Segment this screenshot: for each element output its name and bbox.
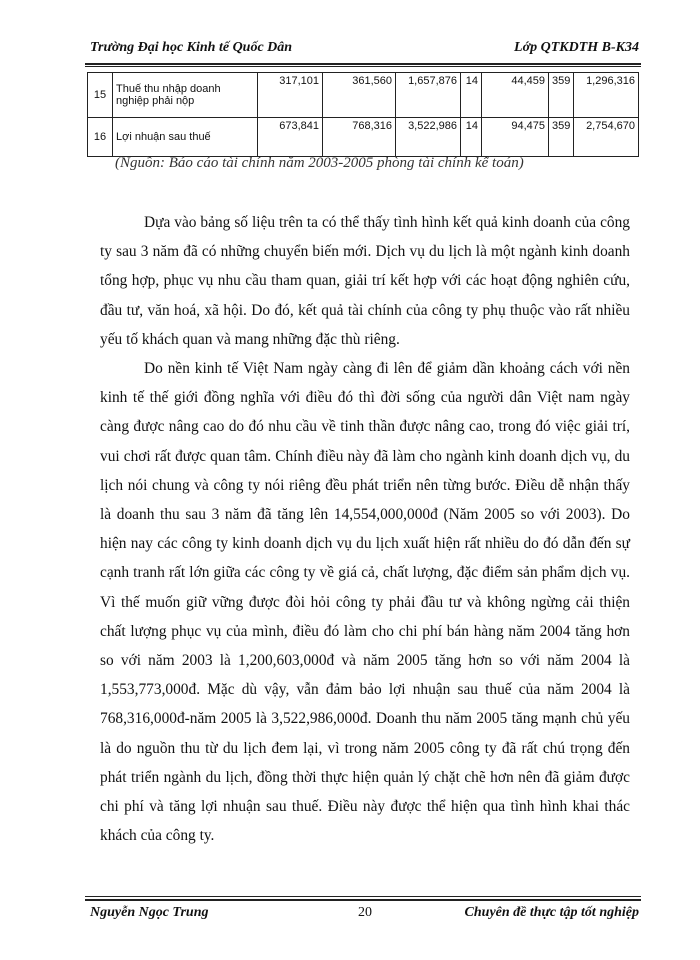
- row-index: 15: [88, 73, 113, 118]
- row-label: Lợi nhuận sau thuế: [113, 118, 258, 157]
- cell: 2,754,670: [574, 118, 639, 157]
- row-index: 16: [88, 118, 113, 157]
- cell: 44,459: [482, 73, 549, 118]
- page-header: [85, 40, 641, 60]
- footer-author: Nguyễn Ngọc Trung: [90, 905, 209, 920]
- cell: 673,841: [258, 118, 323, 157]
- cell: 14: [461, 118, 482, 157]
- row-label: Thuế thu nhập doanh nghiệp phải nộp: [113, 73, 258, 118]
- cell: 359: [549, 73, 574, 118]
- header-class: Lớp QTKDTH B-K34: [514, 40, 639, 55]
- paragraph: Dựa vào bảng số liệu trên ta có thể thấy tình hình kết quả kinh doanh của công ty sau 3 năm đã có những chuyển biến mới. Dịch vụ du lịch là một ngành kinh doanh tổng hợp, phục vụ nhu cầu tham quan, giải trí kết hợp với các hoạt động nghiên cứu, đầu tư, văn hoá, xã hội. Do đó, kết quả tài chính của công ty phụ thuộc vào rất nhiều yếu tố khách quan và mang những đặc thù riêng.: [100, 214, 630, 348]
- header-rule: [85, 63, 641, 65]
- footer-rule: [85, 899, 641, 901]
- body-text: [100, 208, 630, 850]
- financial-table: [87, 72, 639, 157]
- cell: 1,657,876: [396, 73, 461, 118]
- cell: 317,101: [258, 73, 323, 118]
- page-footer: [85, 905, 641, 925]
- table-row: [88, 118, 639, 157]
- cell: 14: [461, 73, 482, 118]
- cell: 1,296,316: [574, 73, 639, 118]
- table-row: [88, 73, 639, 118]
- paragraph: Do nền kinh tế Việt Nam ngày càng đi lên để giảm dần khoảng cách với nền kinh tế thế giới đồng nghĩa với điều đó thì đời sống của người dân Việt nam ngày càng được nâng cao do đó nhu cầu về tinh thần được nâng cao, trong đó việc giải trí, vui chơi rất được quan tâm. Chính điều này đã làm cho ngành kinh doanh dịch vụ, du lịch nói chung và công ty nói riêng đều phát triển nên từng bước. Điều dễ nhận thấy là doanh thu sau 3 năm đã tăng lên 14,554,000,000đ (Năm 2005 so với 2003). Do hiện nay các công ty kinh doanh dịch vụ du lịch xuất hiện rất nhiều do đó dẫn đến sự cạnh tranh rất lớn giữa các công ty về giá cả, chất lượng, đặc điểm sản phẩm dịch vụ. Vì thế muốn giữ vững được đòi hỏi công ty phải đầu tư và không ngừng cải thiện chất lượng phục vụ của mình, điều đó làm cho chi phí bán hàng năm 2004 tăng hơn so với năm 2003 là 1,200,603,000đ và năm 2005 tăng hơn so với năm 2004 là 1,553,773,000đ. Mặc dù vậy, vẫn đảm bảo lợi nhuận sau thuế của năm 2004 là 768,316,000đ-năm 2005 là 3,522,986,000đ. Doanh thu năm 2005 tăng mạnh chủ yếu là do nguồn thu từ du lịch đem lại, vì trong năm 2005 công ty đã rất chú trọng đến phát triển ngành du lịch, đồng thời thực hiện quản lý chặt chẽ hơn nên đã giảm được chi phí và tăng lợi nhuận sau thuế. Điều này được thể hiện qua tình hình khai thác khách của công ty.: [100, 360, 630, 845]
- footer-rule: [85, 896, 641, 897]
- header-university: Trường Đại học Kinh tế Quốc Dân: [90, 40, 293, 55]
- table-source-note: (Nguồn: Báo cáo tài chính năm 2003-2005 phòng tài chính kế toán): [115, 155, 524, 171]
- cell: 3,522,986: [396, 118, 461, 157]
- cell: 361,560: [323, 73, 396, 118]
- cell: 768,316: [323, 118, 396, 157]
- cell: 359: [549, 118, 574, 157]
- header-rule: [85, 66, 641, 67]
- page-number: 20: [358, 905, 372, 920]
- footer-title: Chuyên đề thực tập tốt nghiệp: [464, 905, 639, 920]
- cell: 94,475: [482, 118, 549, 157]
